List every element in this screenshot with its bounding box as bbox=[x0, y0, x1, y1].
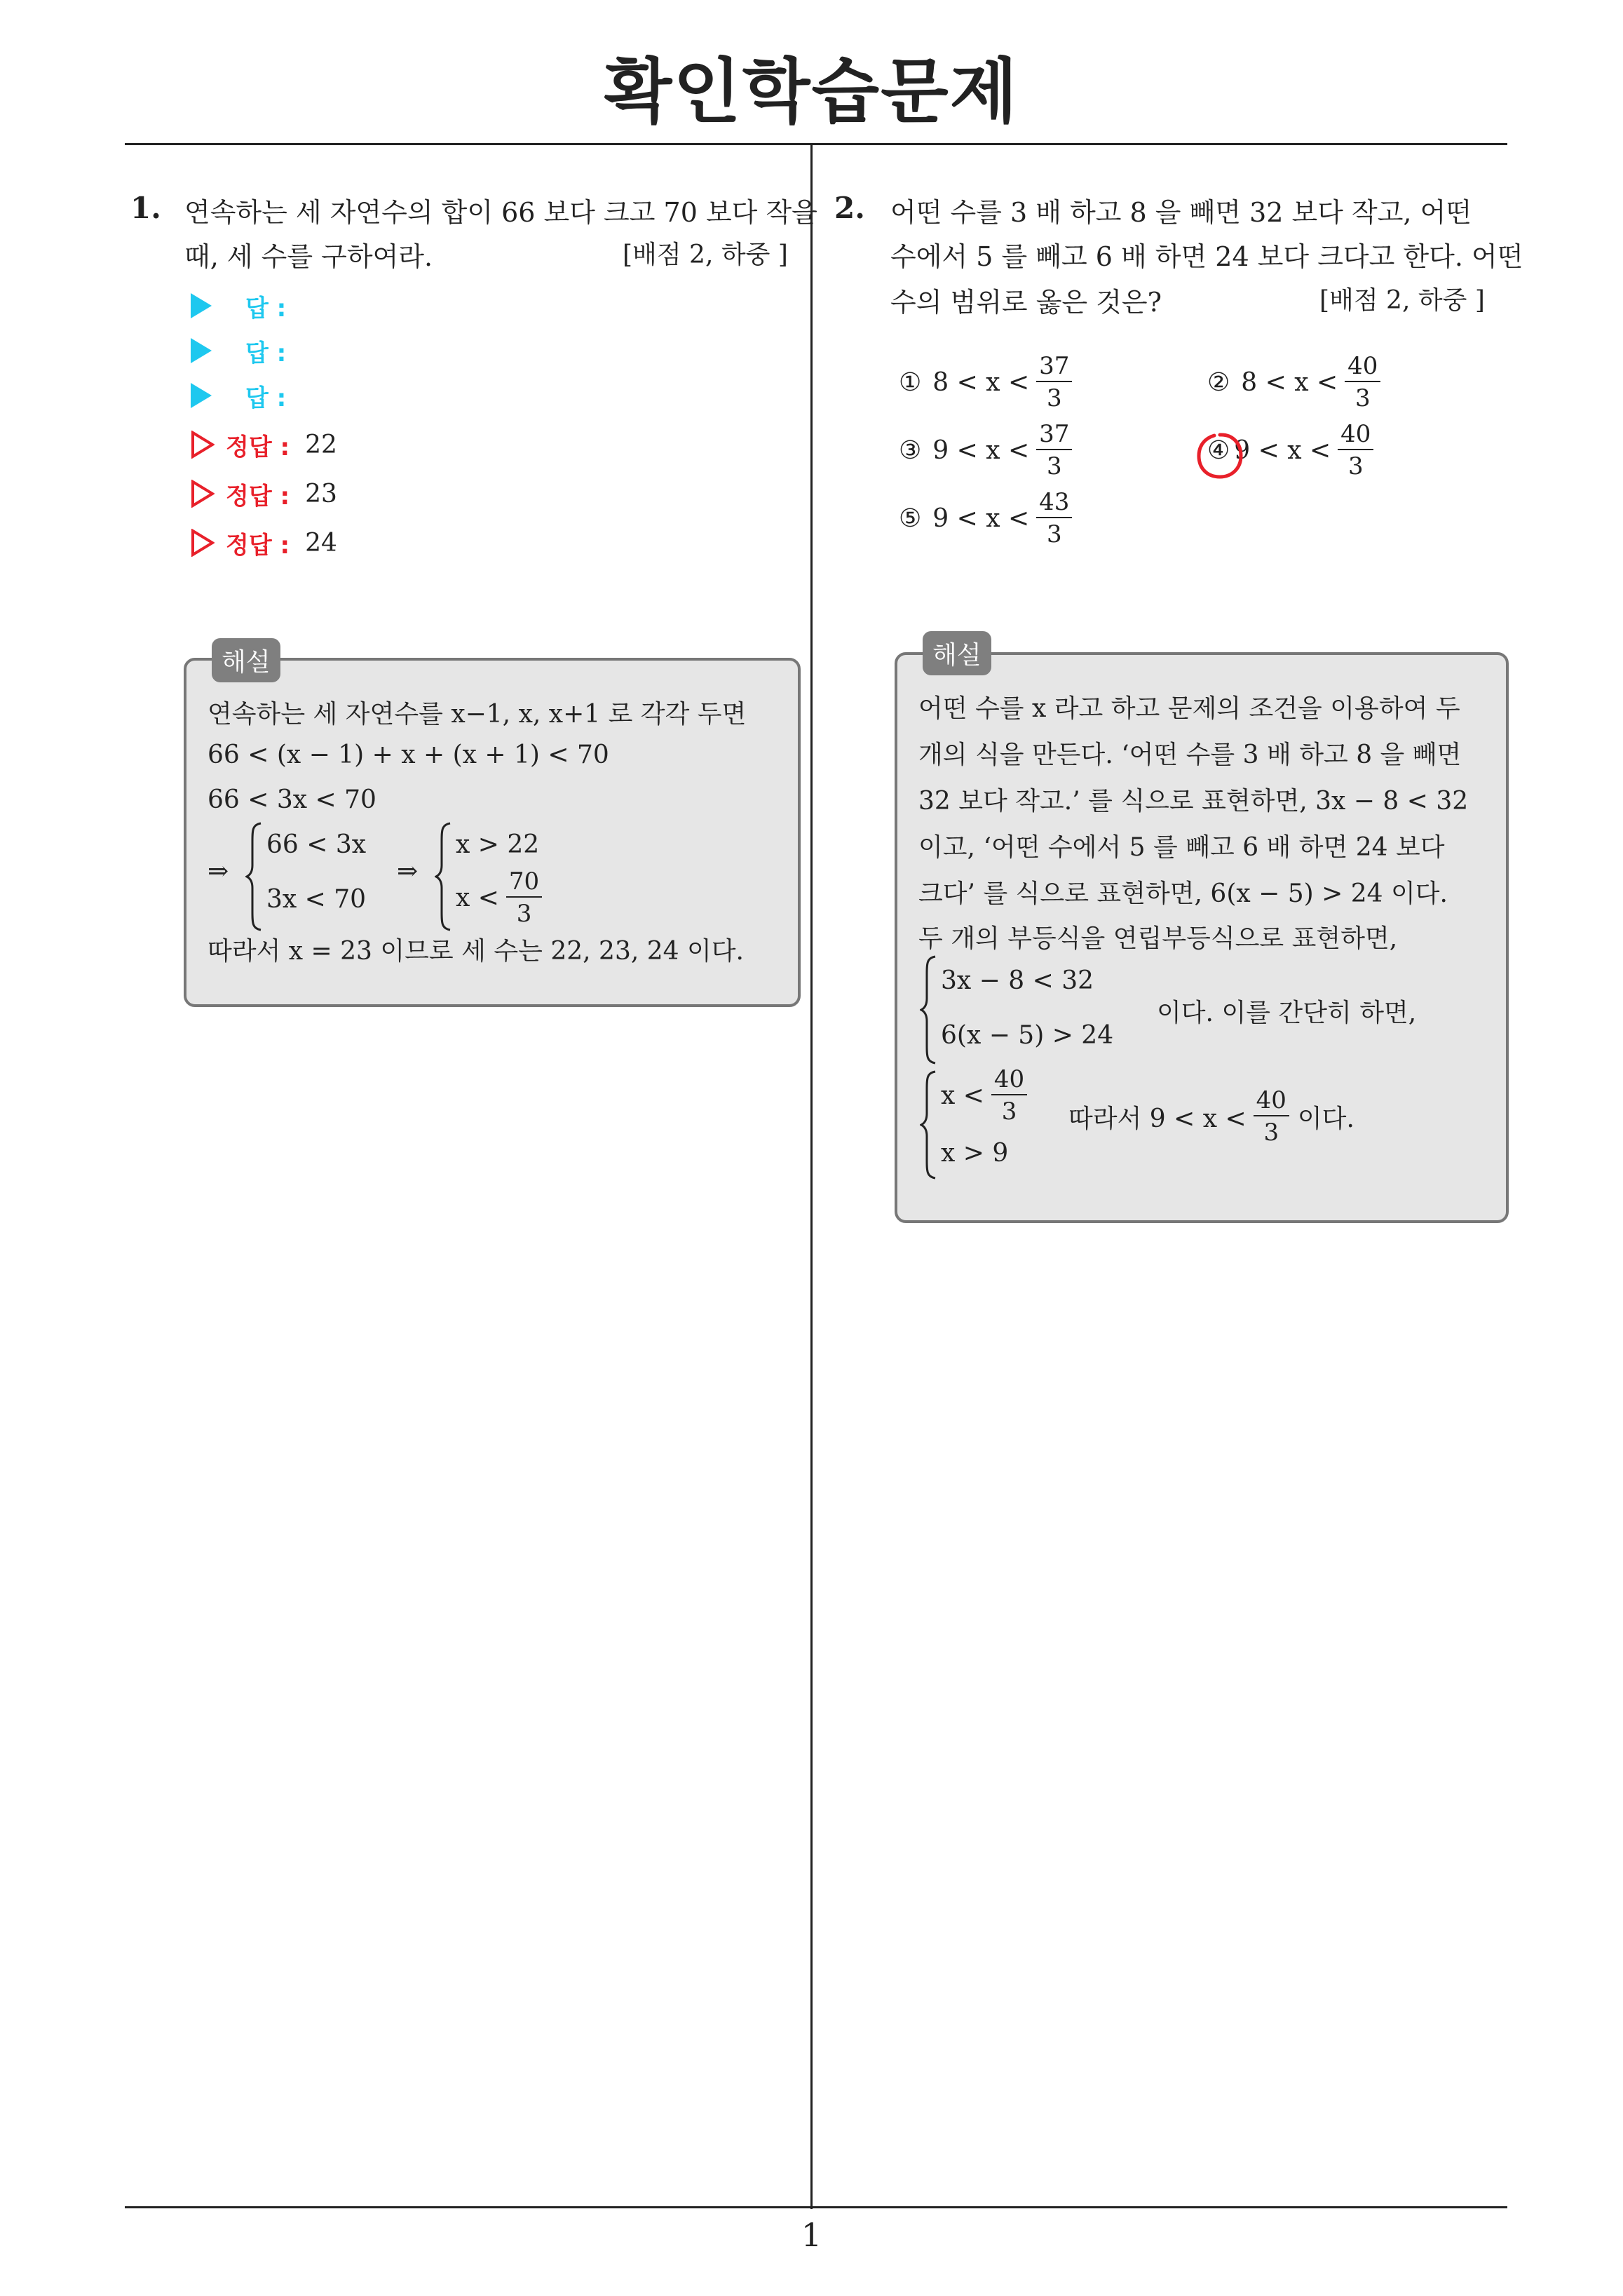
option-4-marker: ④ bbox=[1207, 435, 1230, 465]
answer-label: 답 : bbox=[245, 339, 287, 367]
system-2-line-2: x < $\frac{70}{3}$ bbox=[456, 870, 542, 926]
solution-conclusion: 따라서 9 < x < $\frac{40}{3}$ 이다. bbox=[1068, 1086, 1354, 1147]
left-brace-icon bbox=[920, 1069, 938, 1181]
system-1-line-2: 3x < 70 bbox=[266, 885, 367, 914]
page-title: 확인학습문제 bbox=[604, 50, 1019, 133]
question-2-text-line2: 수에서 5 를 빼고 6 배 하면 24 보다 크다고 한다. 어떤 bbox=[890, 241, 1523, 272]
solution-line: 66 < (x − 1) + x + (x + 1) < 70 bbox=[208, 741, 609, 769]
option-4[interactable]: ④ 9 < x < $\frac{40}{3}$ bbox=[1207, 422, 1373, 478]
fraction: $\frac{37}{3}$ bbox=[1036, 354, 1072, 410]
fraction: $\frac{70}{3}$ bbox=[506, 870, 542, 926]
correct-label: 정답 : bbox=[226, 531, 290, 560]
implies-arrow: ⇒ bbox=[208, 857, 229, 886]
solution-line: 어떤 수를 x 라고 하고 문제의 조건을 이용하여 두 bbox=[918, 694, 1460, 723]
option-1-marker: ① bbox=[899, 367, 922, 397]
system-1-line-2: 6(x − 5) > 24 bbox=[941, 1021, 1114, 1050]
left-brace-icon bbox=[920, 954, 938, 1066]
option-2[interactable]: ② 8 < x < $\frac{40}{3}$ bbox=[1207, 354, 1380, 410]
option-2-marker: ② bbox=[1207, 367, 1230, 397]
system-1-line-1: 3x − 8 < 32 bbox=[941, 966, 1094, 995]
page-number: 1 bbox=[801, 2216, 822, 2254]
question-2-meta: [배점 2, 하중 ] bbox=[1319, 286, 1485, 315]
question-1-text-line1: 연속하는 세 자연수의 합이 66 보다 크고 70 보다 작을 bbox=[184, 197, 817, 228]
question-1-number: 1. bbox=[130, 191, 161, 225]
system-2-line-2: x > 9 bbox=[941, 1139, 1009, 1168]
correct-label: 정답 : bbox=[226, 482, 290, 511]
correct-value: 22 bbox=[305, 430, 337, 459]
question-2-text-line1: 어떤 수를 3 배 하고 8 을 빼면 32 보다 작고, 어떤 bbox=[890, 197, 1472, 228]
question-1-meta: [배점 2, 하중 ] bbox=[623, 241, 788, 269]
solution-line: 연속하는 세 자연수를 x−1, x, x+1 로 각각 두면 bbox=[208, 700, 747, 729]
play-icon bbox=[191, 293, 212, 318]
answer-label: 답 : bbox=[245, 384, 287, 412]
implies-arrow: ⇒ bbox=[397, 857, 419, 886]
option-5[interactable]: ⑤ 9 < x < $\frac{43}{3}$ bbox=[899, 490, 1072, 546]
answer-label: 답 : bbox=[245, 294, 287, 323]
answer-row-2[interactable] bbox=[191, 330, 286, 372]
correct-value: 23 bbox=[305, 479, 337, 508]
solution-line: 두 개의 부등식을 연립부등식으로 표현하면, bbox=[918, 924, 1398, 953]
solution-tag: 해설 bbox=[923, 631, 991, 675]
solution-line: 개의 식을 만든다. ‘어떤 수를 3 배 하고 8 을 빼면 bbox=[918, 741, 1462, 769]
fraction: $\frac{40}{3}$ bbox=[991, 1067, 1027, 1123]
correct-label: 정답 : bbox=[226, 433, 290, 461]
question-2-number: 2. bbox=[834, 191, 865, 225]
fraction: $\frac{40}{3}$ bbox=[1345, 354, 1380, 410]
bottom-divider bbox=[125, 2206, 1507, 2208]
fraction: $\frac{40}{3}$ bbox=[1338, 422, 1373, 478]
solution-tag: 해설 bbox=[212, 638, 280, 682]
option-3[interactable]: ③ 9 < x < $\frac{37}{3}$ bbox=[899, 422, 1072, 478]
left-brace-icon bbox=[435, 821, 453, 933]
system-2-line-1: x > 22 bbox=[456, 830, 540, 859]
triangle-outline-icon bbox=[191, 480, 215, 508]
play-icon bbox=[191, 383, 212, 408]
solution-line: 32 보다 작고.’ 를 식으로 표현하면, 3x − 8 < 32 bbox=[918, 787, 1469, 816]
triangle-outline-icon bbox=[191, 431, 215, 459]
top-divider bbox=[125, 143, 1507, 145]
fraction: $\frac{43}{3}$ bbox=[1036, 490, 1072, 546]
left-brace-icon bbox=[245, 821, 264, 933]
question-1-text-line2: 때, 세 수를 구하여라. bbox=[184, 241, 433, 272]
question-2-text-line3: 수의 범위로 옳은 것은? bbox=[890, 287, 1162, 318]
fraction: $\frac{37}{3}$ bbox=[1036, 422, 1072, 478]
answer-row-1[interactable] bbox=[191, 285, 286, 327]
option-5-marker: ⑤ bbox=[899, 504, 922, 533]
correct-row-1 bbox=[191, 424, 337, 466]
solution-line: 66 < 3x < 70 bbox=[208, 785, 376, 814]
correct-row-2 bbox=[191, 473, 337, 515]
correct-row-3 bbox=[191, 522, 337, 564]
system-1-line-1: 66 < 3x bbox=[266, 830, 367, 859]
option-1[interactable]: ① 8 < x < $\frac{37}{3}$ bbox=[899, 354, 1072, 410]
play-icon bbox=[191, 338, 212, 363]
solution-line: 이고, ‘어떤 수에서 5 를 빼고 6 배 하면 24 보다 bbox=[918, 833, 1445, 862]
triangle-outline-icon bbox=[191, 529, 215, 557]
option-3-marker: ③ bbox=[899, 435, 922, 465]
system-1-tail: 이다. 이를 간단히 하면, bbox=[1157, 999, 1417, 1027]
selected-answer-circle-icon bbox=[1195, 431, 1245, 481]
column-divider bbox=[810, 144, 813, 2209]
answer-row-3[interactable] bbox=[191, 374, 286, 417]
correct-value: 24 bbox=[305, 528, 337, 558]
solution-conclusion: 따라서 x = 23 이므로 세 수는 22, 23, 24 이다. bbox=[208, 937, 745, 966]
solution-line: 크다’ 를 식으로 표현하면, 6(x − 5) > 24 이다. bbox=[918, 879, 1448, 908]
fraction: $\frac{40}{3}$ bbox=[1254, 1088, 1289, 1144]
system-2-line-1: x < $\frac{40}{3}$ bbox=[941, 1067, 1027, 1123]
